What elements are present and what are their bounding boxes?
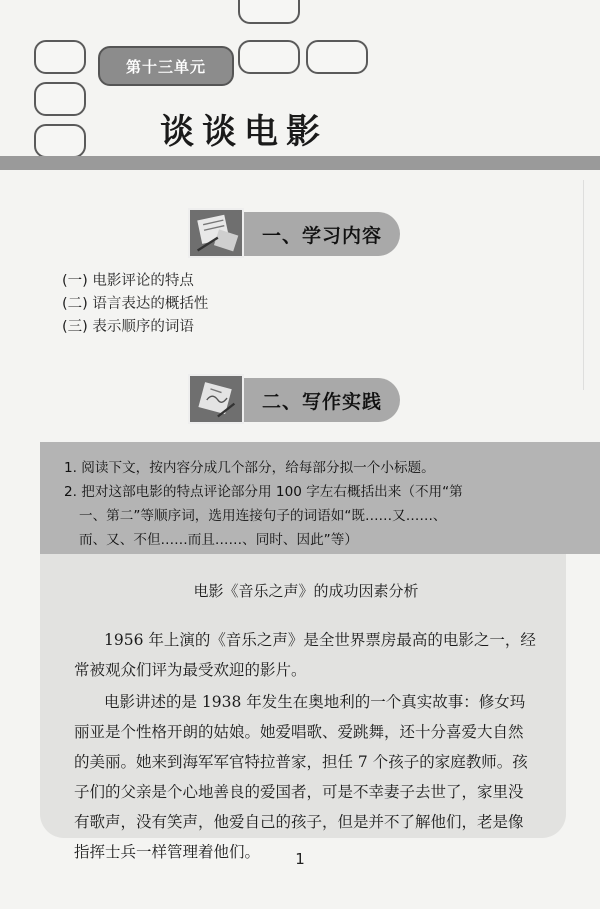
article-paragraph: 电影讲述的是 1938 年发生在奥地利的一个真实故事：修女玛丽亚是个性格开朗的姑娘。她爱唱歌、爱跳舞，还十分喜爱大自然的美丽。她来到海军军官特拉普家，担任 7 个孩子的家庭教师。孩子们的父亲是个心地善良的爱国者，可是不幸妻子去世了，家里没有歌声，没有笑声，他爱自己的孩子，但是并不了解他们，老是像指挥士兵一样管理着他们。 bbox=[74, 693, 528, 861]
decorative-box bbox=[238, 0, 300, 24]
decorative-box bbox=[238, 40, 300, 74]
task-line: 而、又、不但……而且……、同时、因此”等） bbox=[79, 532, 358, 548]
article-title: 电影《音乐之声》的成功因素分析 bbox=[193, 582, 419, 600]
task-line: 一、第二”等顺序词，选用连接句子的词语如“既……又……、 bbox=[79, 508, 447, 524]
decorative-box bbox=[34, 40, 86, 74]
task-line: 2. 把对这部电影的特点评论部分用 100 字左右概括出来（不用“第 bbox=[64, 484, 463, 500]
task-instructions bbox=[40, 442, 600, 554]
page-edge-shadow bbox=[583, 180, 596, 390]
list-item: (三) 表示顺序的词语 bbox=[62, 319, 194, 335]
section-heading-text: 二、写作实践 bbox=[262, 390, 383, 413]
title-divider-band bbox=[0, 156, 600, 170]
reading-passage bbox=[40, 554, 566, 861]
decorative-box bbox=[306, 40, 368, 74]
learning-list bbox=[62, 270, 208, 339]
list-item: (一) 电影评论的特点 bbox=[62, 273, 194, 289]
unit-label: 第十三单元 bbox=[98, 46, 234, 86]
decorative-box bbox=[34, 82, 86, 116]
page-title: 谈谈电影 bbox=[160, 112, 328, 152]
article-paragraph: 1956 年上演的《音乐之声》是全世界票房最高的电影之一，经常被观众们评为最受欢迎的影片。 bbox=[74, 631, 536, 679]
list-item: (二) 语言表达的概括性 bbox=[62, 296, 209, 312]
page-number: 1 bbox=[295, 850, 305, 868]
notepad-pen-icon bbox=[188, 374, 244, 424]
writing-paper-icon bbox=[188, 208, 244, 258]
section-heading-text: 一、学习内容 bbox=[262, 224, 383, 247]
decorative-box bbox=[34, 124, 86, 158]
task-line: 1. 阅读下文，按内容分成几个部分，给每部分拟一个小标题。 bbox=[64, 460, 435, 476]
